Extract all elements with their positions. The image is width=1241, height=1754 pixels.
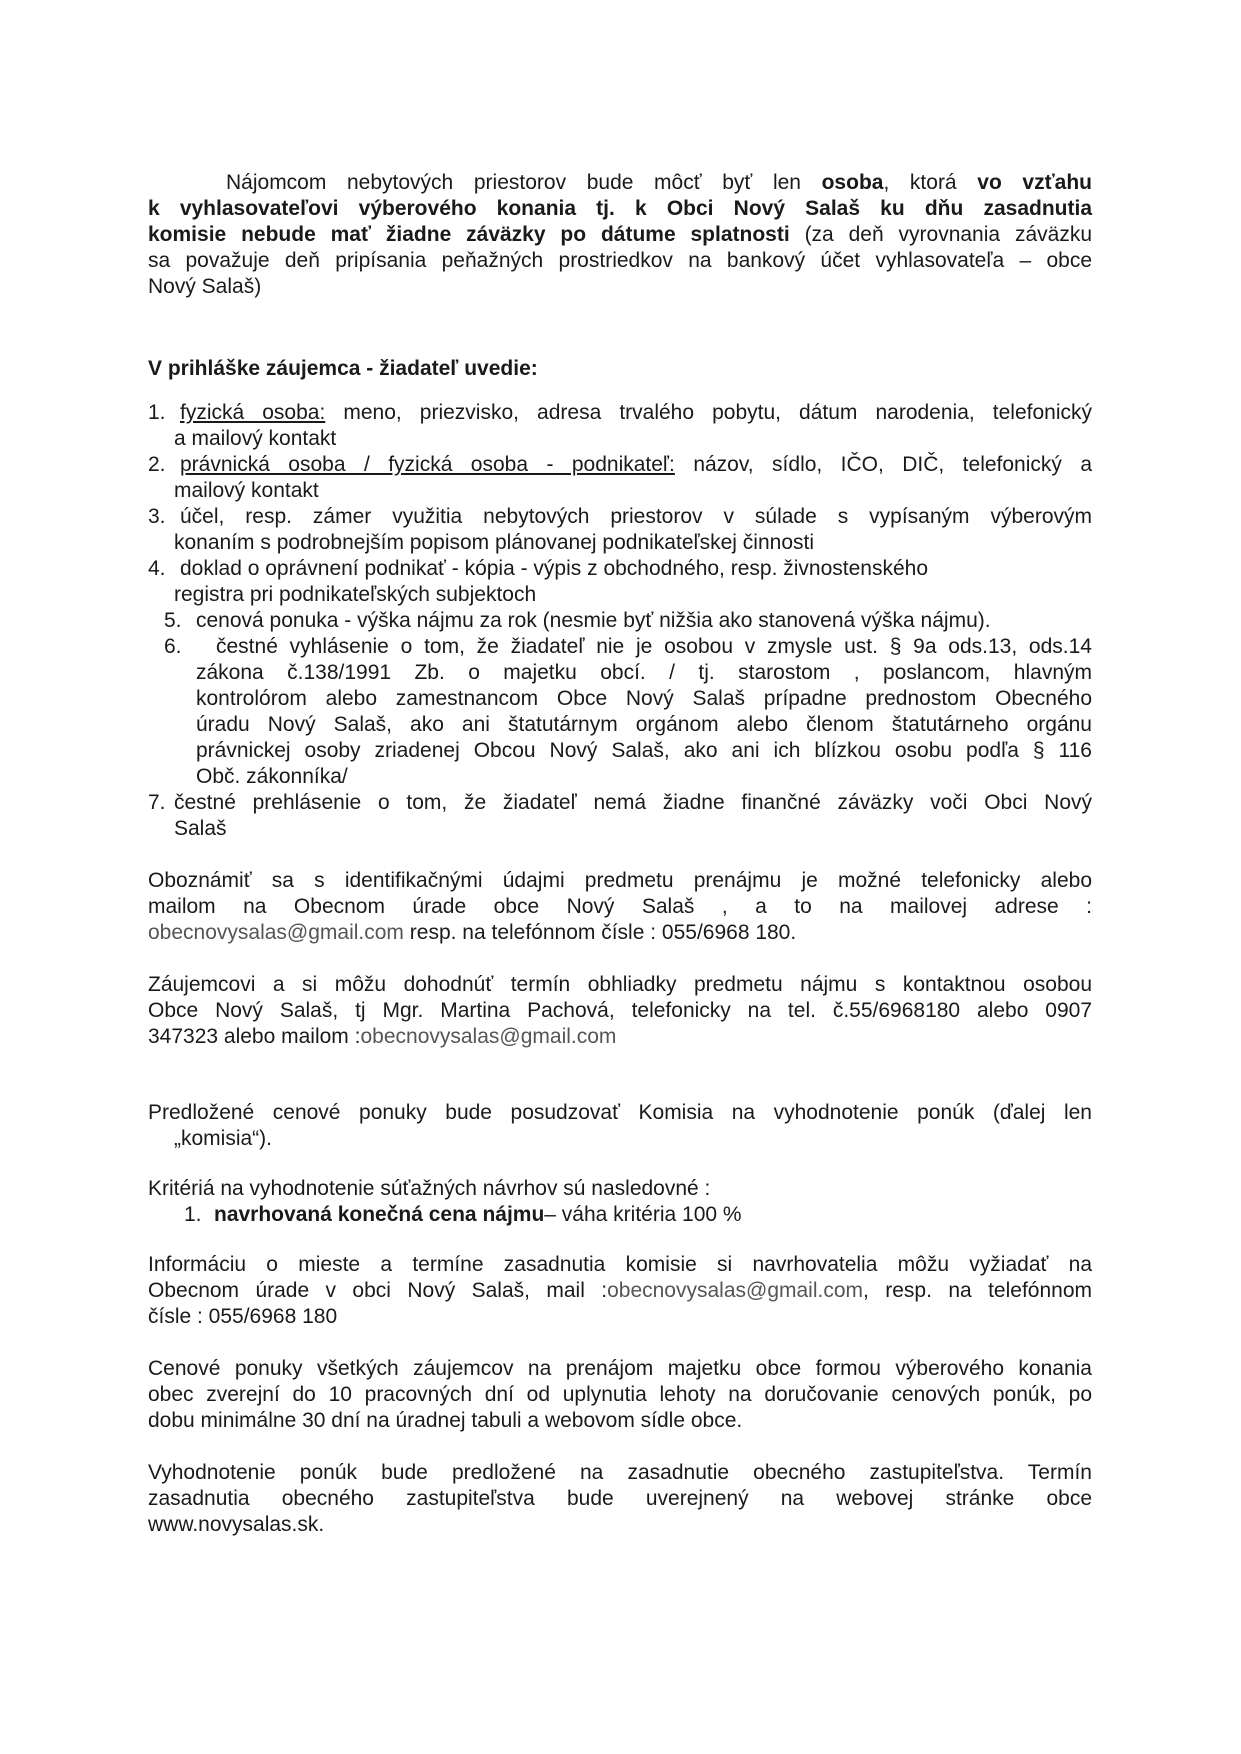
section-heading: V prihláške záujemca - žiadateľ uvedie: <box>148 357 538 380</box>
paragraph-line: Obce Nový Salaš, tj Mgr. Martina Pachová, telefonicky na tel. č.55/6968180 alebo 0907 <box>148 999 1092 1022</box>
list-item-line: Obč. zákonníka/ <box>196 765 348 788</box>
paragraph-line <box>148 920 1092 946</box>
list-item-continuation: konaním s podrobnejším popisom plánovanej podnikateľskej činnosti <box>174 531 814 554</box>
email-link[interactable]: obecnovysalas@gmail.com <box>360 1025 617 1048</box>
list-item-line: čestné vyhlásenie o tom, že žiadateľ nie je osobou v zmysle ust. § 9a ods.13, ods.14 <box>216 635 1092 658</box>
paragraph-line: Oboznámiť sa s identifikačnými údajmi predmetu prenájmu je možné telefonicky alebo <box>148 869 1092 892</box>
paragraph-line <box>148 1278 1092 1304</box>
list-item <box>148 634 1092 790</box>
intro-line-5: Nový Salaš) <box>148 275 262 298</box>
intro-text: Nájomcom nebytových priestorov bude môcť byť len <box>226 171 822 194</box>
paragraph-line: „komisia“). <box>174 1127 272 1150</box>
list-number: 7. <box>148 791 166 814</box>
paragraph-line: dobu minimálne 30 dní na úradnej tabuli a webovom sídle obce. <box>148 1409 743 1432</box>
list-item-text: čestné prehlásenie o tom, že žiadateľ nemá žiadne finančné záväzky voči Obci Nový <box>174 791 1092 814</box>
list-item-line: zákona č.138/1991 Zb. o majetku obcí. / tj. starostom , poslancom, hlavným <box>196 661 1092 684</box>
paragraph-line: čísle : 055/6968 180 <box>148 1305 338 1328</box>
criteria-text <box>214 1202 1092 1228</box>
list-number: 4. <box>148 557 166 580</box>
list-item-text: cenová ponuka - výška nájmu za rok (nesmie byť nižšia ako stanovená výška nájmu). <box>196 609 991 632</box>
list-item-continuation: mailový kontakt <box>174 479 319 502</box>
underlined-label: fyzická osoba: <box>180 401 326 424</box>
criteria-bold: navrhovaná konečná cena nájmu <box>214 1203 545 1226</box>
list-item-continuation: Salaš <box>174 817 227 840</box>
list-item-rest: meno, priezvisko, adresa trvalého pobytu, dátum narodenia, telefonický <box>325 401 1092 424</box>
contact-paragraph-1 <box>148 868 1092 946</box>
criteria-item <box>148 1202 1092 1228</box>
email-link[interactable]: obecnovysalas@gmail.com <box>607 1279 864 1302</box>
intro-paragraph <box>148 170 1092 300</box>
list-item <box>148 400 1092 452</box>
list-item-line: kontrolórom alebo zamestnancom Obce Nový Salaš prípadne prednostom Obecného <box>196 687 1092 710</box>
intro-text: , ktorá <box>883 171 978 194</box>
requirements-list <box>148 400 1092 842</box>
intro-text: (za deň vyrovnania záväzku <box>789 223 1092 246</box>
intro-line-4: sa považuje deň pripísania peňažných prostriedkov na bankový účet vyhlasovateľa – obce <box>148 249 1092 272</box>
intro-bold-line: k vyhlasovateľovi výberového konania tj. k Obci Nový Salaš ku dňu zasadnutia <box>148 197 1092 220</box>
list-item-text <box>196 634 1092 790</box>
text: , resp. na telefónnom <box>863 1279 1092 1302</box>
list-item-line: právnickej osoby zriadenej Obcou Nový Salaš, ako ani ich blízkou osobu podľa § 116 <box>196 739 1092 762</box>
criteria-weight: – váha kritéria 100 % <box>544 1203 742 1226</box>
list-number: 1. <box>148 401 166 424</box>
publish-paragraph <box>148 1356 1092 1434</box>
list-item-text <box>180 400 1092 426</box>
website-link[interactable]: www.novysalas.sk. <box>148 1513 325 1536</box>
list-item-text: účel, resp. zámer využitia nebytových priestorov v súlade s vypísaným výberovým <box>180 505 1092 528</box>
list-item <box>148 608 1092 634</box>
paragraph-line: Záujemcovi a si môžu dohodnúť termín obhliadky predmetu nájmu s kontaktnou osobou <box>148 973 1092 996</box>
list-number: 5. <box>164 609 182 632</box>
intro-line-2 <box>148 196 1092 222</box>
info-paragraph <box>148 1252 1092 1330</box>
paragraph-line: Cenové ponuky všetkých záujemcov na prenájom majetku obce formou výberového konania <box>148 1357 1092 1380</box>
list-item-text <box>180 452 1092 478</box>
paragraph-line: zasadnutia obecného zastupiteľstva bude uverejnený na webovej stránke obce <box>148 1487 1092 1510</box>
criteria-section <box>148 1176 1092 1228</box>
paragraph-line <box>148 1024 1092 1050</box>
paragraph-line: Vyhodnotenie ponúk bude predložené na zasadnutie obecného zastupiteľstva. Termín <box>148 1461 1092 1484</box>
paragraph-line: mailom na Obecnom úrade obce Nový Salaš , a to na mailovej adrese : <box>148 895 1092 918</box>
intro-line-3 <box>148 222 1092 248</box>
list-item <box>148 790 1092 842</box>
criteria-intro: Kritériá na vyhodnotenie súťažných návrhov sú nasledovné : <box>148 1177 711 1200</box>
intro-bold-line: komisie nebude mať žiadne záväzky po dátume splatnosti <box>148 223 790 246</box>
list-item-continuation: registra pri podnikateľských subjektoch <box>174 583 537 606</box>
offers-paragraph <box>148 1100 1092 1152</box>
evaluation-paragraph <box>148 1460 1092 1538</box>
list-number: 6. <box>164 635 182 658</box>
phone-text: resp. na telefónnom čísle : 055/6968 180. <box>403 921 797 944</box>
list-item-continuation: a mailový kontakt <box>174 427 337 450</box>
email-link[interactable]: obecnovysalas@gmail.com <box>148 921 404 944</box>
list-number: 3. <box>148 505 166 528</box>
list-item <box>148 452 1092 504</box>
list-item-line: úradu Nový Salaš, ako ani štatutárnym orgánom alebo členom štatutárneho orgánu <box>196 713 1092 736</box>
paragraph-line: Informáciu o mieste a termíne zasadnutia komisie si navrhovatelia môžu vyžiadať na <box>148 1253 1092 1276</box>
list-item <box>148 556 1092 608</box>
text: Obecnom úrade v obci Nový Salaš, mail : <box>148 1279 608 1302</box>
contact-paragraph-2 <box>148 972 1092 1050</box>
list-item-text: doklad o oprávnení podnikať - kópia - výpis z obchodného, resp. živnostenského <box>180 557 929 580</box>
paragraph-line: Predložené cenové ponuky bude posudzovať Komisia na vyhodnotenie ponúk (ďalej len <box>148 1101 1092 1124</box>
intro-line-1 <box>148 170 1092 196</box>
list-number: 1. <box>184 1203 202 1226</box>
paragraph-line: obec zverejní do 10 pracovných dní od uplynutia lehoty na doručovanie cenových ponúk, po <box>148 1383 1092 1406</box>
list-number: 2. <box>148 453 166 476</box>
list-item <box>148 504 1092 556</box>
intro-bold-osoba: osoba <box>821 171 884 194</box>
text: 347323 alebo mailom : <box>148 1025 361 1048</box>
underlined-label: právnická osoba / fyzická osoba - podnikateľ: <box>180 453 675 476</box>
list-item-rest: názov, sídlo, IČO, DIČ, telefonický a <box>674 453 1093 476</box>
document-page <box>148 170 1092 1538</box>
intro-bold-vztahu: vo vzťahu <box>977 171 1092 194</box>
